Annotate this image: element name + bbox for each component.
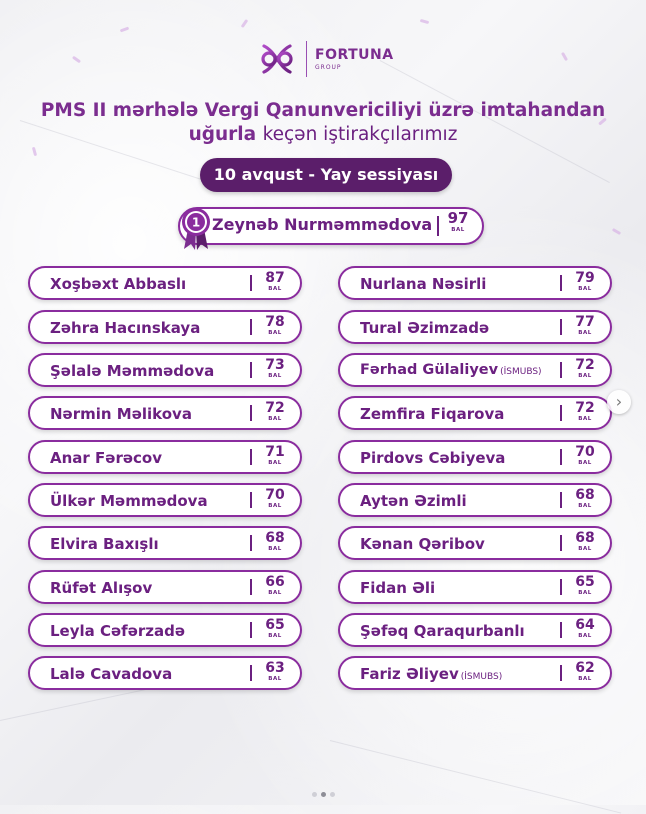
participant-card [28,396,302,430]
confetti-piece [420,19,429,24]
score-value: 65 [575,574,595,590]
participant-card [338,483,612,517]
headline-rest: keçən iştirakçılarımız [262,124,458,145]
score-unit: BAL [578,633,592,639]
participant-card [338,570,612,604]
divider [560,665,562,681]
brand-logo [256,38,394,80]
score-value: 65 [265,617,285,633]
participant-name: Elvira Baxışlı [50,535,159,553]
divider [437,216,439,236]
participant-name: Fidan Əli [360,579,436,597]
participant-name: Zemfira Fiqarova [360,405,505,423]
medal-rank: 1 [191,215,201,230]
participant-name-text: Fərhad Gülaliyev [360,362,499,378]
participant-name: Leyla Cəfərzadə [50,622,186,640]
score-value: 68 [575,487,595,503]
participant-card [28,310,302,344]
participant-card [28,353,302,387]
divider [250,492,252,508]
score-value: 70 [265,487,285,503]
participant-note: (İSMUBS) [460,672,503,682]
score-unit: BAL [578,676,592,682]
next-slide-button[interactable] [607,390,631,414]
score-value: 68 [265,530,285,546]
participant-card [338,440,612,474]
participant-name [360,665,502,683]
carousel-dot[interactable] [330,792,335,797]
score-value: 77 [575,314,595,330]
participant-name: Kənan Qəribov [360,535,485,553]
session-badge: 10 avqust - Yay sessiyası [200,158,452,192]
carousel-indicator [0,782,646,801]
brand-name: FORTUNA [315,46,394,63]
score-value: 62 [575,660,595,676]
top-performer-score [443,210,473,233]
divider [560,275,562,291]
participant-card [28,266,302,300]
participant-card [28,570,302,604]
confetti-piece [612,228,621,235]
divider [560,535,562,551]
participant-card [28,613,302,647]
participant-card [338,266,612,300]
participant-card [28,656,302,690]
participant-name: Tural Əzimzadə [360,319,490,337]
participant-name: Pirdovs Cəbiyeva [360,449,506,467]
fortuna-logo-icon [256,38,298,80]
divider [560,362,562,378]
confetti-piece [120,27,129,33]
divider [560,622,562,638]
participant-card [28,440,302,474]
headline-line-2 [0,121,646,149]
score-unit: BAL [268,590,282,596]
score-value: 87 [265,270,285,286]
divider [560,492,562,508]
divider [560,405,562,421]
score-value: 70 [575,444,595,460]
confetti-piece [561,52,568,61]
divider [250,319,252,335]
headline-line-1: PMS II mərhələ Vergi Qanunvericiliyi üzrə imtahandan [40,100,606,121]
logo-divider [306,41,307,77]
divider [250,449,252,465]
score-unit: BAL [578,460,592,466]
participant-name: Şəfəq Qaraqurbanlı [360,622,525,640]
participant-card [338,656,612,690]
participant-card [338,353,612,387]
participant-name: Rüfət Alışov [50,579,153,597]
participant-name: Şəlalə Məmmədova [50,362,215,380]
score-unit: BAL [578,373,592,379]
participant-name [360,362,542,378]
divider [250,665,252,681]
score-unit: BAL [268,330,282,336]
score-value: 72 [265,400,285,416]
participant-card [28,526,302,560]
brand-subtitle: GROUP [315,63,342,71]
participant-name-text: Fariz Əliyev [360,665,459,683]
participant-card [338,526,612,560]
participant-card [338,396,612,430]
participant-name: Zəhra Hacınskaya [50,319,201,337]
carousel-dot-active[interactable] [321,792,326,797]
chevron-right-icon: › [615,392,623,411]
score-unit: BAL [268,460,282,466]
score-value: 97 [447,209,469,227]
divider [250,579,252,595]
score-unit: BAL [268,676,282,682]
headline-bold-word: uğurla [188,124,257,145]
score-unit: BAL [268,546,282,552]
divider [250,362,252,378]
divider [250,275,252,291]
participant-name: Nərmin Məlikova [50,405,192,423]
divider [250,622,252,638]
score-unit: BAL [578,546,592,552]
score-unit: BAL [578,503,592,509]
score-unit: BAL [268,373,282,379]
participant-card [338,613,612,647]
participant-name: Lalə Cavadova [50,665,173,683]
score-value: 68 [575,530,595,546]
score-unit: BAL [578,286,592,292]
participant-name: Nurlana Nəsirli [360,275,487,293]
marble-vein [330,740,621,814]
divider [250,535,252,551]
score-unit: BAL [578,590,592,596]
score-unit: BAL [268,633,282,639]
score-value: 66 [265,574,285,590]
score-value: 72 [575,357,595,373]
participant-card [338,310,612,344]
score-value: 73 [265,357,285,373]
participant-name: Aytən Əzimli [360,492,467,510]
divider [560,449,562,465]
divider [560,579,562,595]
score-value: 63 [265,660,285,676]
participant-name: Xoşbəxt Abbaslı [50,275,187,293]
participant-name: Ülkər Məmmədova [50,492,208,510]
score-unit: BAL [451,227,465,233]
confetti-piece [72,56,81,64]
score-unit: BAL [268,286,282,292]
confetti-piece [241,19,249,28]
score-value: 79 [575,270,595,286]
score-value: 71 [265,444,285,460]
score-unit: BAL [268,416,282,422]
score-unit: BAL [578,330,592,336]
score-value: 72 [575,400,595,416]
first-place-medal-icon [180,205,212,251]
top-performer-name: Zeynəb Nurməmmədova [212,215,433,234]
score-value: 78 [265,314,285,330]
score-unit: BAL [268,503,282,509]
score-value: 64 [575,617,595,633]
divider [250,405,252,421]
score-unit: BAL [578,416,592,422]
divider [560,319,562,335]
participant-name: Anar Fərəcov [50,449,162,467]
participant-note: (İSMUBS) [500,367,542,377]
participant-card [28,483,302,517]
carousel-dot[interactable] [312,792,317,797]
